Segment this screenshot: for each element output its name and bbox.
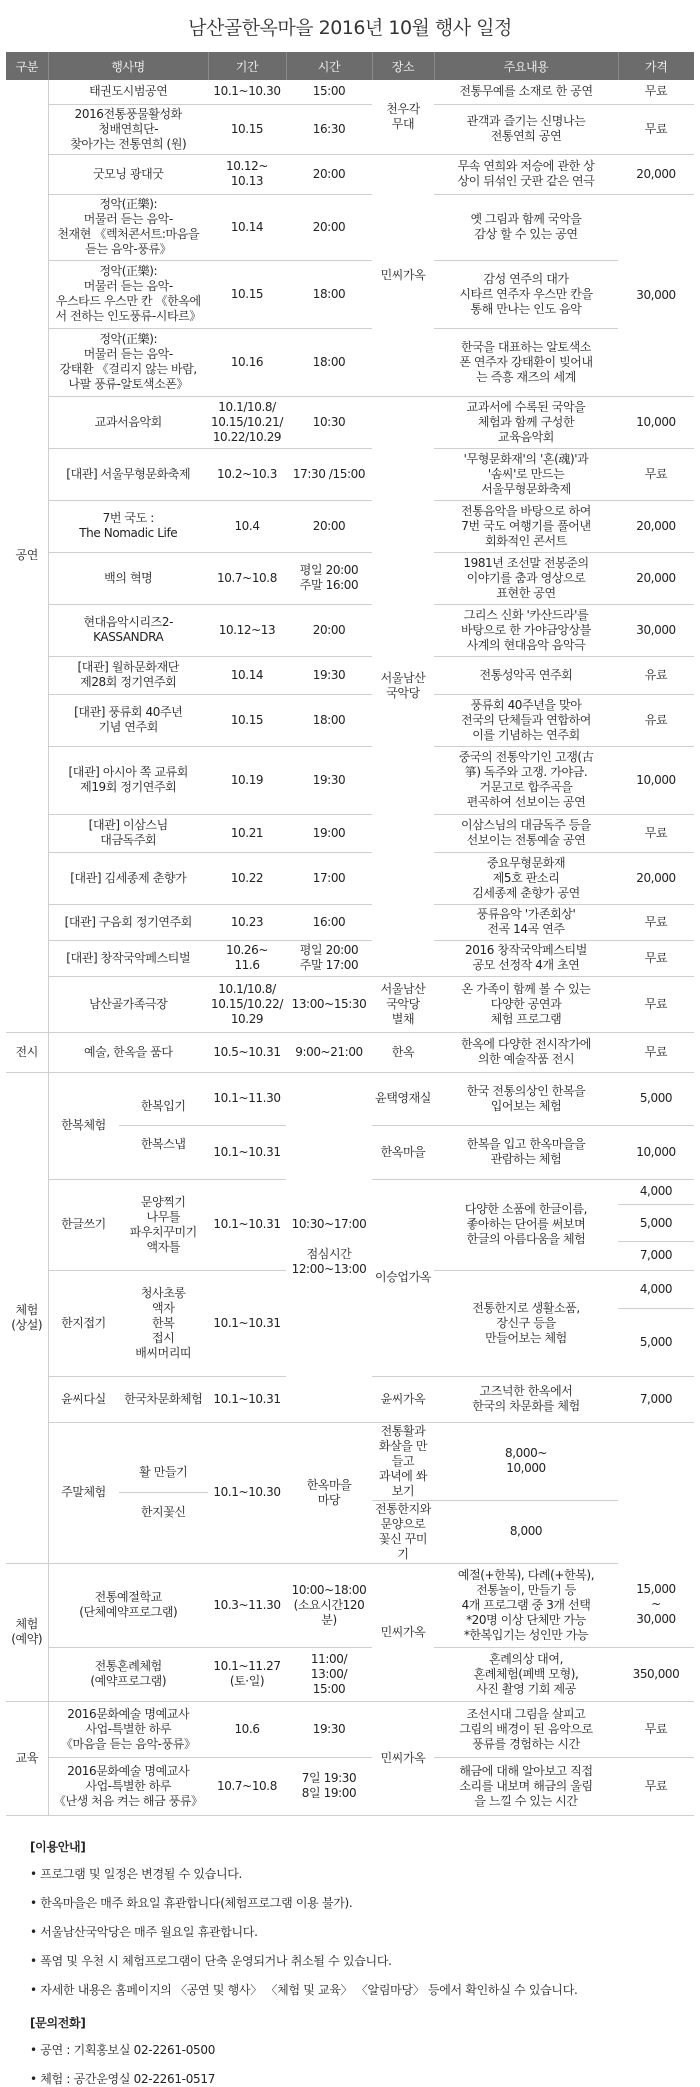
table-row [6,976,694,1032]
event-place: 윤택영재실 [372,1072,434,1126]
event-price: 무료 [618,1032,694,1072]
event-price: 30,000 [618,604,694,656]
event-content: 그리스 신화 '카산드라'를 바탕으로 한 가야금앙상블 사계의 현대음악 음악극 [434,604,618,656]
event-content: 전통성악곡 연주회 [434,656,618,694]
event-price: 무료 [618,104,694,154]
exp-item-name: 액자틀 [146,1239,181,1254]
event-price: 무료 [618,940,694,976]
event-name: 7번 국도 : The Nomadic Life [48,500,208,552]
exp-item-name: 활 만들기 [119,1453,209,1493]
event-time: 10:30 [286,396,372,448]
event-content: 고즈넉한 한옥에서 한국의 차문화를 체험 [434,1376,618,1422]
table-row [6,396,694,448]
event-price: 7,000 [618,1242,694,1270]
event-content: 중국의 전통악기인 고쟁(古 箏) 독주와 고쟁. 가야금. 거문고로 합주곡을 편곡하여 선보이는 공연 [434,746,618,814]
header-category: 구분 [6,52,48,80]
event-price: 유료 [618,694,694,746]
event-content: '무형문화재'의 '혼(魂)'과 '솜씨'로 만드는 서울무형문화축제 [434,448,618,500]
event-name: [대관] 김세종제 춘향가 [48,852,208,904]
event-price: 무료 [618,814,694,852]
event-period: 10.19 [208,746,286,814]
event-name: 2016전통풍물활성화 청배연희단- 찾아가는 전통연희 (원) [48,104,208,154]
usage-item: • 폭염 및 우천 시 체험프로그램이 단축 운영되거나 취소될 수 있습니다. [30,1952,700,1969]
table-row [6,80,694,104]
event-name: 교과서음악회 [48,396,208,448]
event-price: 5,000 [618,1309,694,1376]
exp-group-cell [48,1072,208,1179]
event-place: 한옥마을 [372,1126,434,1180]
event-place: 서울남산 국악당 별채 [372,976,434,1032]
event-time: 16:30 [286,104,372,154]
event-place: 이승업가옥 [372,1179,434,1376]
table-row [6,694,694,746]
event-time: 16:00 [286,904,372,940]
event-time: 7일 19:30 8일 19:00 [286,1757,372,1815]
event-price: 10,000 [618,1126,694,1180]
event-time: 18:00 [286,694,372,746]
table-row [6,1032,694,1072]
event-content: 전통한지로 생활소품, 장신구 등을 만들어보는 체험 [434,1270,618,1376]
event-place: 민씨가옥 [372,1563,434,1701]
event-name: 예술, 한옥을 품다 [48,1032,208,1072]
exp-group-label: 한지접기 [61,1315,106,1330]
notes-section [0,1816,700,2087]
event-period: 10.1~10.31 [208,1270,286,1376]
table-row [6,940,694,976]
event-price: 무료 [618,976,694,1032]
event-period: 10.1/10.8/ 10.15/10.21/ 10.22/10.29 [208,396,286,448]
exp-item-name: 나무틀 파우치꾸미기 [129,1209,197,1239]
event-period: 10.15 [208,104,286,154]
event-time: 20:00 [286,604,372,656]
event-time: 평일 20:00 주말 16:00 [286,552,372,604]
event-period: 10.12~13 [208,604,286,656]
category-cell: 체험 (예약) [6,1563,48,1701]
event-period: 10.6 [208,1701,286,1757]
event-name: 2016문화예술 명예교사 사업-특별한 하루 《마음을 듣는 음악-풍류》 [48,1701,208,1757]
exp-item-name: 한국차문화체험 [124,1391,203,1406]
event-name: [대관] 이삼스님 대금독주회 [48,814,208,852]
event-name: [대관] 창작국악페스티벌 [48,940,208,976]
event-time: 10:00~18:00 (소요시간120분) [286,1563,372,1647]
table-row [6,104,694,154]
event-price: 20,000 [618,154,694,194]
event-content: 해금에 대해 알아보고 직접 소리를 내보며 해금의 울림 을 느낄 수 있는 시간 [434,1757,618,1815]
event-name: 현대음악시리즈2- KASSANDRA [48,604,208,656]
event-content: 2016 창작국악페스티벌 공모 선정작 4개 초연 [434,940,618,976]
table-row [6,448,694,500]
event-name: 남산골가족극장 [48,976,208,1032]
event-name: [대관] 풍류회 40주년 기념 연주회 [48,694,208,746]
category-cell: 교육 [6,1701,48,1815]
event-price: 무료 [618,80,694,104]
header-period: 기간 [208,52,286,80]
event-content: 무속 연희와 저승에 관한 상 상이 뒤섞인 굿판 같은 연극 [434,154,618,194]
usage-item: • 서울남산국악당은 매주 월요일 휴관합니다. [30,1923,700,1940]
event-price: 8,000 [434,1500,618,1563]
table-row [6,260,694,328]
contact-item: • 체험 : 공간운영실 02-2261-0517 [30,2070,700,2087]
event-name: 태권도시범공연 [48,80,208,104]
event-price: 350,000 [618,1647,694,1701]
event-price: 4,000 [618,1179,694,1205]
event-period: 10.21 [208,814,286,852]
header-price: 가격 [618,52,694,80]
event-period: 10.12~ 10.13 [208,154,286,194]
table-row [6,328,694,396]
event-name: 백의 혁명 [48,552,208,604]
exp-item-name: 한복스냅 [140,1137,186,1151]
event-time: 11:00/ 13:00/ 15:00 [286,1647,372,1701]
event-period: 10.26~ 11.6 [208,940,286,976]
event-price: 10,000 [618,746,694,814]
table-row [6,746,694,814]
usage-item: • 자세한 내용은 홈페이지의 〈공연 및 행사〉 〈체험 및 교육〉 〈알림마당〉 등에서 확인하실 수 있습니다. [30,1981,700,1998]
event-content: 전통음악을 바탕으로 하여 7번 국도 여행기를 풀어낸 회화적인 콘서트 [434,500,618,552]
event-period: 10.1~11.27 (토·일) [208,1647,286,1701]
event-place: 민씨가옥 [372,1701,434,1815]
schedule-table [6,52,694,1816]
event-period: 10.22 [208,852,286,904]
exp-item-name: 한복입기 [119,1088,209,1126]
event-price: 20,000 [618,852,694,904]
event-name: [대관] 아시아 쪽 교류회 제19회 정기연주회 [48,746,208,814]
contact-heading: [문의전화] [30,2015,86,2030]
event-content: 예절(+한복), 다례(+한복), 전통놀이, 만들기 등 4개 프로그램 중 3개 선택 *20명 이상 단체만 가능 *한복입기는 성인만 가능 [434,1563,618,1647]
event-content: 옛 그림과 함께 국악을 감상 할 수 있는 공연 [434,194,618,260]
event-period: 10.2~10.3 [208,448,286,500]
event-period: 10.4 [208,500,286,552]
event-price: 5,000 [618,1205,694,1242]
event-time: 20:00 [286,500,372,552]
exp-group-cell [48,1376,208,1422]
event-price: 8,000~ 10,000 [434,1422,618,1500]
category-cell: 체험 (상설) [6,1072,48,1563]
event-content: 다양한 소품에 한글이름, 좋아하는 단어를 써보며 한글의 아름다움을 체험 [434,1179,618,1270]
event-time: 19:30 [286,1701,372,1757]
event-period: 10.5~10.31 [208,1032,286,1072]
event-name: [대관] 월하문화재단 제28회 정기연주회 [48,656,208,694]
event-period: 10.1~11.30 [208,1072,286,1126]
event-price: 30,000 [618,194,694,396]
event-name: 전통예절학교 (단체예약프로그램) [48,1563,208,1647]
event-price: 5,000 [618,1072,694,1126]
event-content: 이삼스님의 대금독주 등을 선보이는 전통예술 공연 [434,814,618,852]
event-time: 10:30~17:00 점심시간 12:00~13:00 [286,1072,372,1422]
event-place: 서울남산 국악당 [372,396,434,976]
exp-group-cell [48,1422,208,1563]
event-place: 민씨가옥 [372,154,434,396]
event-price: 4,000 [618,1270,694,1309]
event-period: 10.16 [208,328,286,396]
event-price: 무료 [618,904,694,940]
event-period: 10.14 [208,656,286,694]
event-content: 조선시대 그림을 살피고 그림의 배경이 된 음악으로 풍류를 경험하는 시간 [434,1701,618,1757]
event-time: 15:00 [286,80,372,104]
table-row [6,1072,694,1126]
event-name: 정악(正樂): 머물러 듣는 음악- 우스타드 우스만 칸 《한옥에 서 전하는 인도풍류-시타르》 [48,260,208,328]
event-content: 한옥에 다양한 전시작가에 의한 예술작품 전시 [434,1032,618,1072]
header-content: 주요내용 [434,52,618,80]
event-content: 풍류음악 '가존회상' 전곡 14곡 연주 [434,904,618,940]
usage-item: • 프로그램 및 일정은 변경될 수 있습니다. [30,1865,700,1882]
event-period: 10.7~10.8 [208,1757,286,1815]
exp-item-name: 한복 접시 배씨머리띠 [135,1315,192,1360]
exp-item-name: 청사초롱 액자 [140,1285,186,1315]
exp-group-label: 주말체험 [61,1485,106,1499]
table-row [6,552,694,604]
event-time: 9:00~21:00 [286,1032,372,1072]
event-price: 무료 [618,448,694,500]
table-row [6,1563,694,1647]
table-row [6,1422,694,1500]
table-row [6,656,694,694]
event-name: [대관] 구음회 정기연주회 [48,904,208,940]
event-period: 10.7~10.8 [208,552,286,604]
exp-group-label: 한복체험 [61,1118,106,1132]
exp-group-label: 윤씨다실 [61,1391,106,1406]
event-time: 17:00 [286,852,372,904]
event-price: 20,000 [618,500,694,552]
event-name: 전통혼례체험 (예약프로그램) [48,1647,208,1701]
header-time: 시간 [286,52,372,80]
event-price: 10,000 [618,396,694,448]
table-row [6,1757,694,1815]
table-row [6,1647,694,1701]
event-period: 10.15 [208,694,286,746]
exp-group-cell [48,1179,208,1270]
event-name: 정악(正樂): 머물러 듣는 음악- 천재현 《렉처콘서트:마음을 듣는 음악-풍류》 [48,194,208,260]
category-cell: 전시 [6,1032,48,1072]
exp-item-name: 한지꽃신 [140,1505,186,1519]
event-time: 평일 20:00 주말 17:00 [286,940,372,976]
exp-group-cell [48,1270,208,1376]
event-time: 18:00 [286,328,372,396]
event-time: 20:00 [286,154,372,194]
event-place: 천우각 무대 [372,80,434,154]
header-place: 장소 [372,52,434,80]
event-content: 전통무예를 소재로 한 공연 [434,80,618,104]
event-price: 무료 [618,1701,694,1757]
event-price: 7,000 [618,1376,694,1422]
event-period: 10.23 [208,904,286,940]
event-content: 교과서에 수록된 국악을 체험과 함께 구성한 교육음악회 [434,396,618,448]
event-price: 무료 [618,1757,694,1815]
event-name: 2016문화예술 명예교사 사업-특별한 하루 《난생 처음 켜는 해금 풍류》 [48,1757,208,1815]
table-row [6,1701,694,1757]
event-period: 10.1/10.8/ 10.15/10.22/ 10.29 [208,976,286,1032]
event-time: 13:00~15:30 [286,976,372,1032]
contact-list [30,2041,700,2087]
event-period: 10.1~10.30 [208,1422,286,1563]
event-time: 19:00 [286,814,372,852]
event-period: 10.14 [208,194,286,260]
table-row [6,604,694,656]
usage-heading: [이용안내] [30,1839,86,1854]
event-name: 굿모닝 광대굿 [48,154,208,194]
event-time: 19:30 [286,746,372,814]
event-time: 18:00 [286,260,372,328]
event-content: 중요무형문화재 제5호 판소리 김세종제 춘향가 공연 [434,852,618,904]
contact-item: • 공연 : 기획홍보실 02-2261-0500 [30,2041,700,2058]
event-content: 감성 연주의 대가 시타르 연주자 우스만 칸을 통해 만나는 인도 음악 [434,260,618,328]
event-content: 풍류회 40주년을 맞아 전국의 단체들과 연합하여 이를 기념하는 연주회 [434,694,618,746]
event-content: 혼례의상 대여, 혼례체험(폐백 모형), 사진 촬영 기회 제공 [434,1647,618,1701]
event-price: 15,000 ~ 30,000 [618,1563,694,1647]
header-event-name: 행사명 [48,52,208,80]
event-content: 한복을 입고 한옥마을을 관람하는 체험 [434,1126,618,1180]
table-row [6,814,694,852]
page-title: 남산골한옥마을 2016년 10월 행사 일정 [188,17,512,39]
exp-item-name: 문양찍기 [140,1194,186,1209]
table-header-row [6,52,694,80]
event-period: 10.1~10.31 [208,1376,286,1422]
event-content: 전통한지와 문양으로 꽃신 꾸미기 [372,1500,434,1563]
event-period: 10.15 [208,260,286,328]
event-period: 10.3~11.30 [208,1563,286,1647]
event-name: [대관] 서울무형문화축제 [48,448,208,500]
table-row [6,194,694,260]
category-cell: 공연 [6,80,48,1032]
event-content: 1981년 조선말 전봉준의 이야기를 춤과 영상으로 표현한 공연 [434,552,618,604]
event-price: 20,000 [618,552,694,604]
event-place: 한옥마을 마당 [286,1422,372,1563]
table-row [6,500,694,552]
event-period: 10.1~10.31 [208,1126,286,1180]
table-row [6,154,694,194]
event-period: 10.1~10.30 [208,80,286,104]
event-name: 정악(正樂): 머물러 듣는 음악- 강태환 《걸리지 않는 바람, 나팔 풍류-알토색소폰》 [48,328,208,396]
table-row [6,904,694,940]
event-content: 전통활과 화살을 만들고 과녁에 쏴보기 [372,1422,434,1500]
event-place: 윤씨가옥 [372,1376,434,1422]
event-time: 17:30 /15:00 [286,448,372,500]
event-content: 온 가족이 함께 볼 수 있는 다양한 공연과 체험 프로그램 [434,976,618,1032]
usage-item: • 한옥마을은 매주 화요일 휴관합니다(체험프로그램 이용 불가). [30,1894,700,1911]
event-price: 유료 [618,656,694,694]
exp-group-label: 한글쓰기 [61,1217,106,1231]
event-content: 관객과 즐기는 신명나는 전통연희 공연 [434,104,618,154]
event-content: 한국 전통의상인 한복을 입어보는 체험 [434,1072,618,1126]
usage-list [30,1865,700,1998]
table-row [6,852,694,904]
event-time: 19:30 [286,656,372,694]
event-content: 한국을 대표하는 알토색소 폰 연주자 강태환이 빚어내 는 즉흥 재즈의 세계 [434,328,618,396]
event-place: 한옥 [372,1032,434,1072]
event-period: 10.1~10.31 [208,1179,286,1270]
event-time: 20:00 [286,194,372,260]
